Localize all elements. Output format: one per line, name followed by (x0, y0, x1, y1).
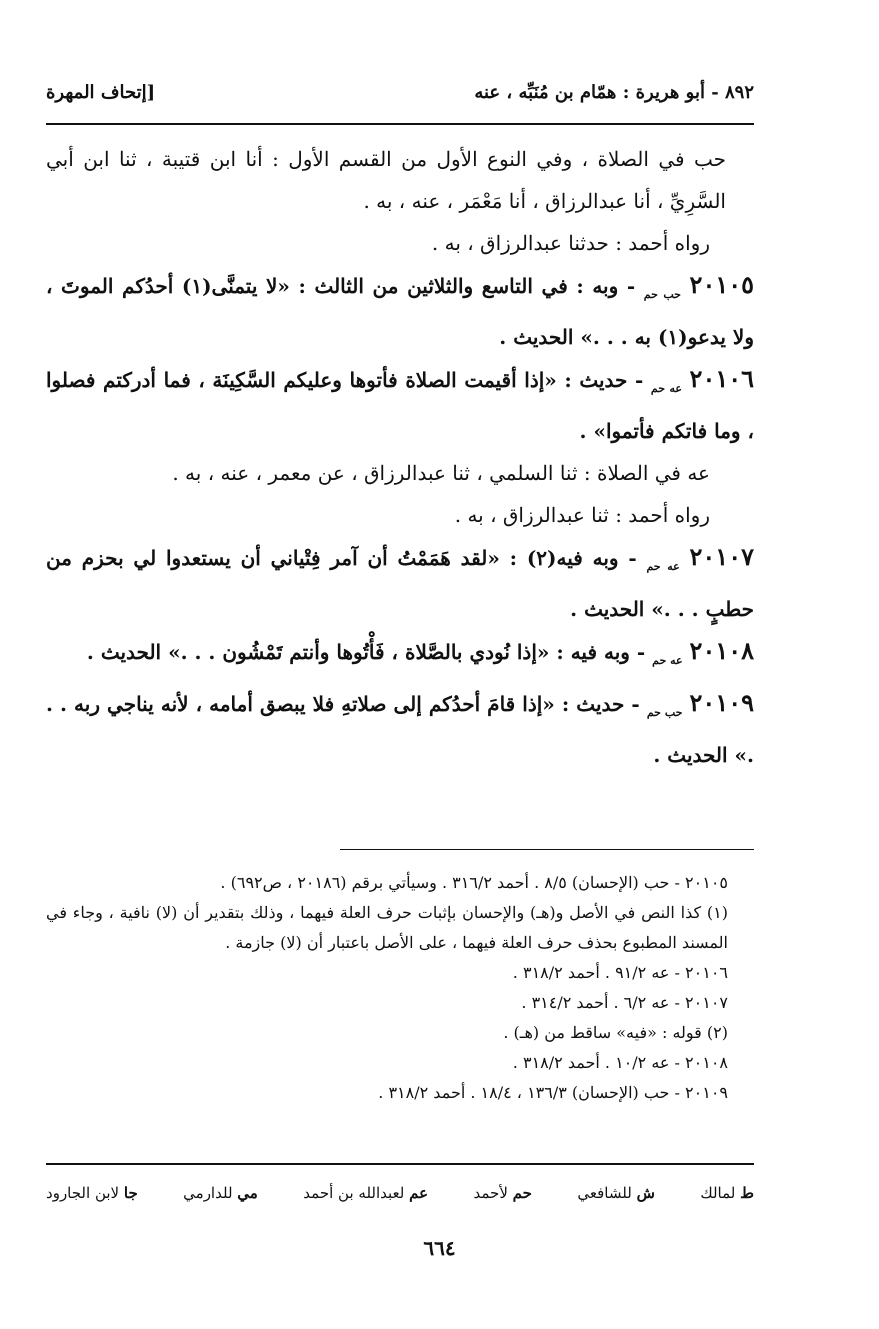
paragraph: عه في الصلاة : ثنا السلمي ، ثنا عبدالرزاق ، عن معمر ، عنه ، به . (172, 461, 710, 485)
footnote: (٢) قوله : «فيه» ساقط من (هـ) . (503, 1023, 728, 1042)
legend-item: جا لابن الجارود (46, 1184, 138, 1202)
legend-item: مي للدارمي (183, 1184, 258, 1202)
entry-text: - وبه : في التاسع والثلاثين من الثالث : «لا يتمنَّى(١) أحدُكم الموتَ ، ولا يدعو(١) به . . .» الحديث . (46, 274, 754, 349)
paragraph: رواه أحمد : ثنا عبدالرزاق ، به . (454, 503, 710, 527)
entry-sigla: حب حم (646, 706, 683, 719)
running-header (46, 74, 754, 110)
footnote: ٢٠١٠٦ - عه ٩١/٢ . أحمد ٣١٨/٢ . (512, 963, 728, 982)
hadith-entry-20108 (46, 630, 754, 682)
entry-text: - وبه فيه : «إذا نُودي بالصَّلاة ، فَأْتُوها وأنتم تَمْشُون . . .» الحديث . (86, 640, 646, 664)
hadith-entry-20107 (46, 536, 754, 630)
hadith-entry-20106 (46, 358, 754, 452)
entry-text: - حديث : «إذا أقيمت الصلاة فأتوها وعليكم السَّكِينَة ، فما أدركتم فصلوا ، وما فاتكم فأتموا» . (46, 368, 754, 443)
page-number: ٦٦٤ (423, 1236, 456, 1260)
entry-sigla: عه حم (646, 560, 680, 573)
footnote: ٢٠١٠٨ - عه ١٠/٢ . أحمد ٣١٨/٢ . (512, 1053, 728, 1072)
header-rule (46, 123, 754, 125)
entry-sigla: عه حم (650, 382, 682, 395)
legend-item: حم لأحمد (473, 1184, 532, 1202)
main-text (46, 138, 754, 776)
entry-number: ٢٠١٠٥ (689, 270, 754, 299)
legend-item: ط لمالك (700, 1184, 754, 1202)
hadith-entry-20105 (46, 264, 754, 358)
entry-sigla: حب حم (643, 288, 681, 301)
footnote: ٢٠١٠٥ - حب (الإحسان) ٨/٥ . أحمد ٣١٦/٢ . وسيأتي برقم (٢٠١٨٦ ، ص٦٩٢) . (220, 873, 728, 892)
paragraph: حب في الصلاة ، وفي النوع الأول من القسم الأول : أنا ابن قتيبة ، ثنا ابن أبي السَّرِيِّ ، أنا عبدالرزاق ، أنا مَعْمَر ، عنه ، به . (46, 147, 726, 213)
entry-sigla: عه حم (652, 654, 683, 667)
header-book-title: [إتحاف المهرة (46, 81, 156, 103)
legend-item: ش للشافعي (577, 1184, 655, 1202)
footnote-separator (340, 849, 754, 850)
legend-rule (46, 1163, 754, 1165)
header-chapter-title: ٨٩٢ - أبو هريرة : همّام بن مُنَبِّه ، عنه (474, 81, 754, 103)
entry-number: ٢٠١٠٦ (689, 364, 754, 393)
legend-item: عم لعبدالله بن أحمد (303, 1184, 429, 1202)
footnotes (46, 868, 754, 1108)
entry-text: - وبه فيه(٢) : «لقد هَمَمْتُ أن آمر فِتْياني أن يستعدوا لي بحزم من حطبٍ . . .» الحديث . (46, 546, 754, 621)
entry-number: ٢٠١٠٧ (689, 542, 754, 571)
footnote: ٢٠١٠٧ - عه ٦/٢ . أحمد ٣١٤/٢ . (521, 993, 728, 1012)
footnote: (١) كذا النص في الأصل و(هـ) والإحسان بإثبات حرف العلة فيهما ، وذلك بتقدير أن (لا) نافية ، وجاء في المسند المطبوع بحذف حرف العلة فيهما ، على الأصل باعتبار أن (لا) جازمة . (46, 903, 728, 952)
hadith-entry-20109 (46, 682, 754, 776)
abbreviation-legend (46, 1178, 754, 1208)
entry-number: ٢٠١٠٨ (689, 636, 754, 665)
entry-number: ٢٠١٠٩ (689, 688, 754, 717)
footnote: ٢٠١٠٩ - حب (الإحسان) ١٣٦/٣ ، ١٨/٤ . أحمد ٣١٨/٢ . (378, 1083, 728, 1102)
entry-text: - حديث : «إذا قامَ أحدُكم إلى صلاتهِ فلا يبصق أمامه ، لأنه يناجي ربه . . .» الحديث . (46, 692, 754, 767)
paragraph: رواه أحمد : حدثنا عبدالرزاق ، به . (431, 231, 710, 255)
